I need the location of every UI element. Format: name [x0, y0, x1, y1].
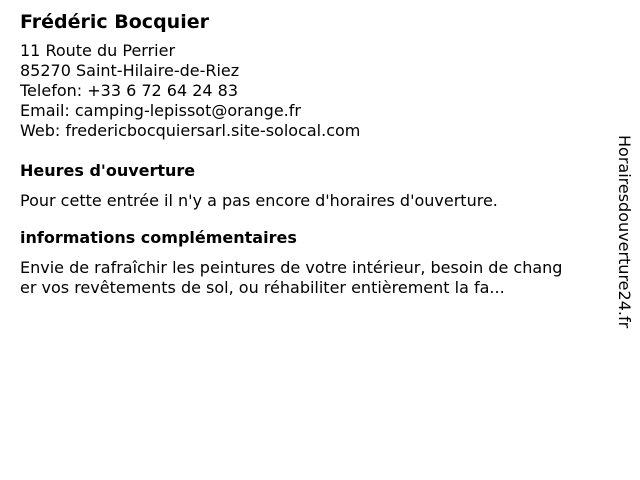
opening-hours-text: Pour cette entrée il n'y a pas encore d'horaires d'ouverture. — [20, 191, 498, 210]
opening-hours-heading: Heures d'ouverture — [20, 161, 196, 180]
address-street: 11 Route du Perrier — [20, 41, 176, 60]
address-city: 85270 Saint-Hilaire-de-Riez — [20, 61, 240, 80]
web-line: Web: fredericbocquiersarl.site-solocal.com — [20, 121, 361, 140]
business-card — [20, 8, 592, 298]
site-brand-label: Horairesdouverture24.fr — [615, 135, 634, 329]
email-line: Email: camping-lepissot@orange.fr — [20, 101, 301, 120]
additional-info-heading: informations complémentaires — [20, 228, 297, 247]
phone-line: Telefon: +33 6 72 64 24 83 — [20, 81, 239, 100]
business-name: Frédéric Bocquier — [20, 11, 209, 33]
additional-info-text: Envie de rafraîchir les peintures de votre intérieur, besoin de changer vos revêtements de sol, ou réhabiliter entièrement la fa... — [20, 258, 563, 297]
